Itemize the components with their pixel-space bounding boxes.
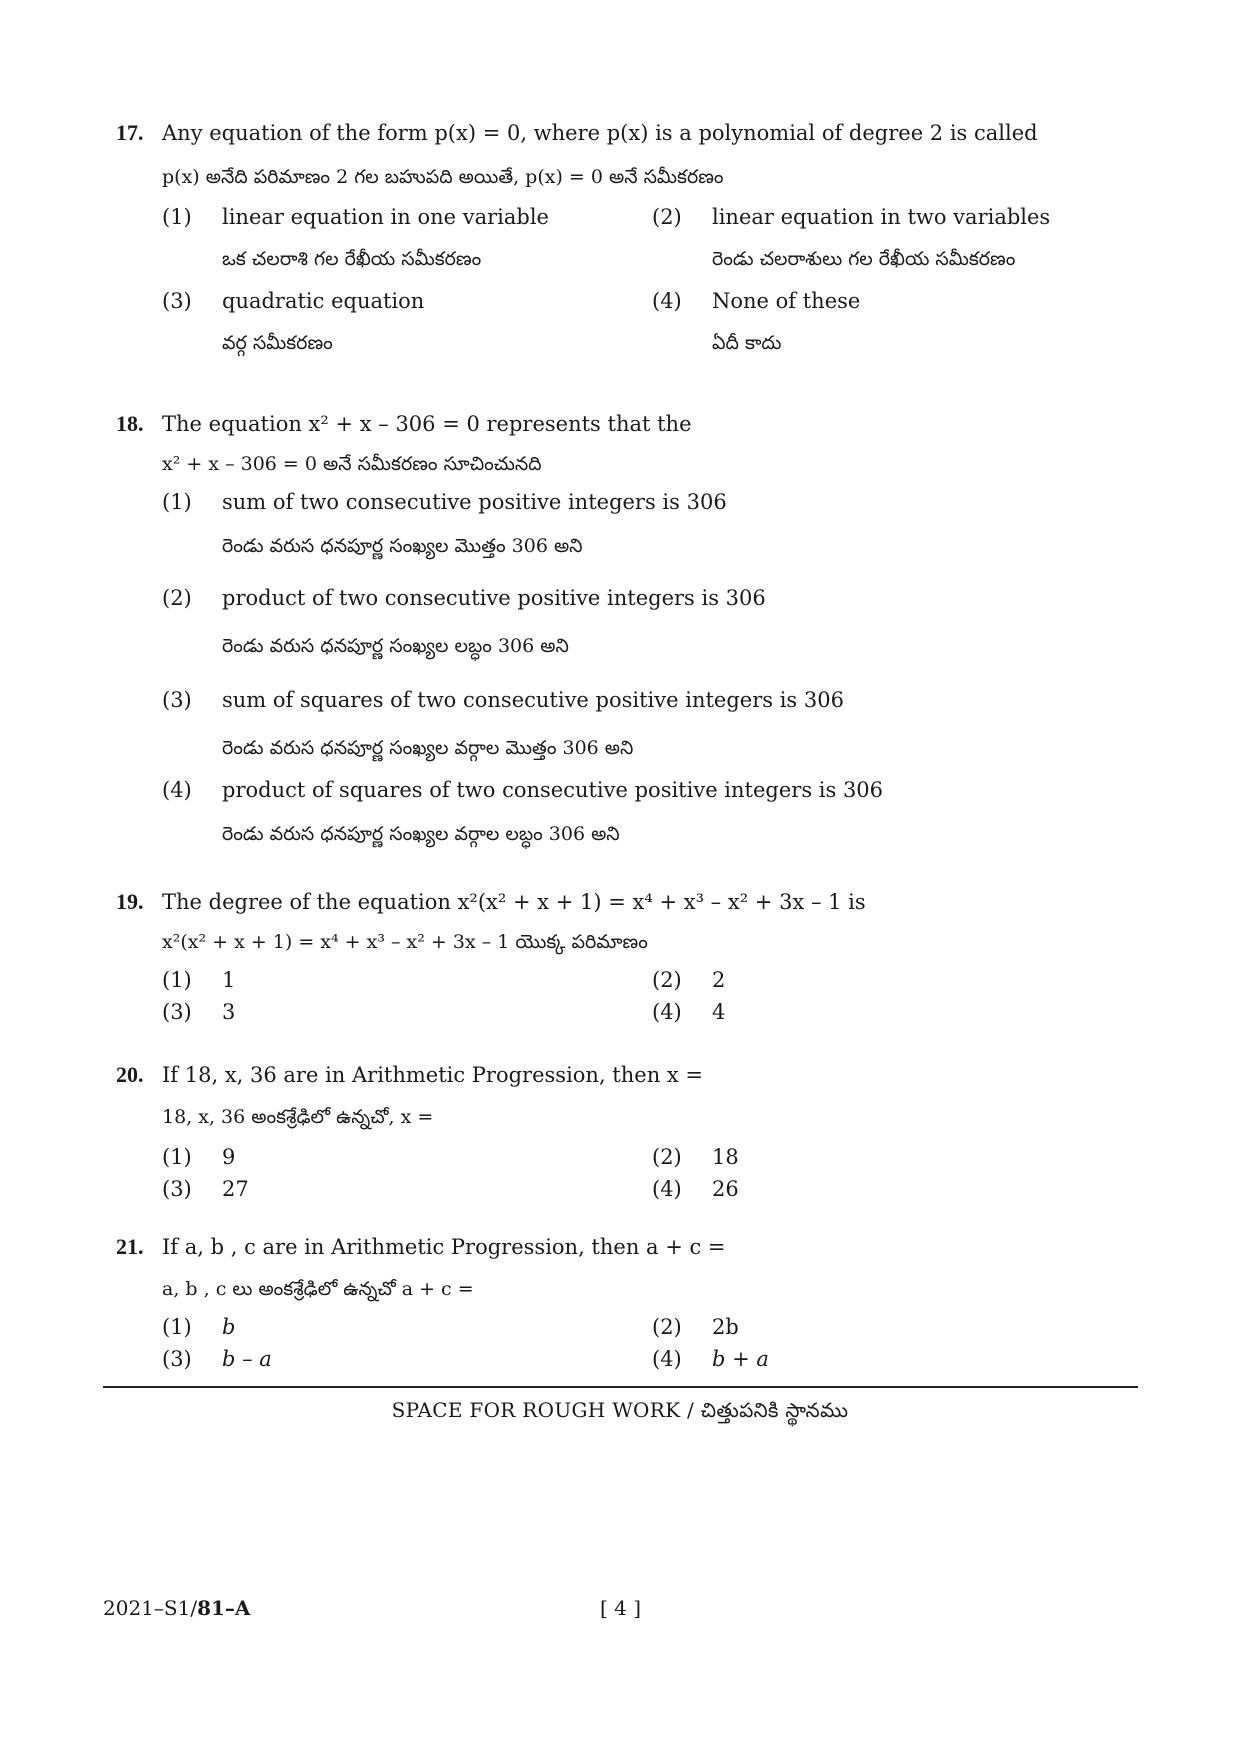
question-text-en: Any equation of the form p(x) = 0, where p(x) is a polynomial of degree 2 is called: [162, 121, 1038, 145]
option-3: [162, 685, 1126, 775]
option-text-en: b + a: [712, 1347, 769, 1371]
question-text-te: x² + x – 306 = 0 అనే సమీకరణం సూచించునది: [162, 453, 542, 475]
rough-work-label: SPACE FOR ROUGH WORK / చిత్తుపనికి స్థానము: [391, 1398, 849, 1422]
question-text-en: If 18, x, 36 are in Arithmetic Progression, then x =: [162, 1063, 704, 1087]
option-text-en: 27: [222, 1177, 249, 1201]
option-text-en: 26: [712, 1177, 739, 1201]
option-number: (2): [652, 968, 682, 992]
option-number: (2): [162, 586, 192, 610]
option-text-te: ఏదీ కాదు: [712, 332, 782, 354]
option-text-te: ఒక చలరాశి గల రేఖీయ సమీకరణం: [222, 248, 482, 270]
question-21: [116, 1232, 1126, 1376]
option-text-te: రెండు వరుస ధనపూర్ణ సంఖ్యల వర్గాల మొత్తం 306 అని: [222, 737, 634, 759]
question-text-te: a, b , c లు అంకశ్రేఢిలో ఉన్నచో a + c =: [162, 1278, 474, 1300]
option-number: (3): [162, 1177, 192, 1201]
question-text-te: 18, x, 36 అంకశ్రేఢిలో ఉన్నచో, x =: [162, 1106, 434, 1128]
option-text-en: product of squares of two consecutive positive integers is 306: [222, 778, 884, 802]
option-text-en: b: [222, 1315, 236, 1339]
option-text-en: linear equation in one variable: [222, 205, 549, 229]
option-text-en: 2b: [712, 1315, 739, 1339]
option-number: (4): [162, 778, 192, 802]
option-2: [162, 583, 1126, 685]
question-number: 21.: [116, 1234, 144, 1259]
paper-code-prefix: 2021–S1/: [103, 1596, 198, 1620]
option-text-en: 9: [222, 1145, 236, 1169]
option-text-en: 3: [222, 1000, 236, 1024]
option-text-en: sum of two consecutive positive integers is 306: [222, 490, 727, 514]
option-text-en: 4: [712, 1000, 726, 1024]
question-text-en: The degree of the equation x²(x² + x + 1) = x⁴ + x³ – x² + 3x – 1 is: [162, 890, 866, 914]
option-text-en: 2: [712, 968, 726, 992]
option-number: (4): [652, 1000, 682, 1024]
question-number: 19.: [116, 889, 144, 914]
option-number: (2): [652, 1315, 682, 1339]
option-text-en: b – a: [222, 1347, 272, 1371]
paper-code: [103, 1596, 250, 1620]
option-number: (3): [162, 1000, 192, 1024]
option-text-te: వర్గ సమీకరణం: [222, 332, 333, 354]
option-1: [162, 487, 1126, 583]
option-text-en: 18: [712, 1145, 739, 1169]
option-text-en: linear equation in two variables: [712, 205, 1051, 229]
page-number: [ 4 ]: [600, 1596, 642, 1620]
option-number: (2): [652, 1145, 682, 1169]
option-text-te: రెండు వరుస ధనపూర్ణ సంఖ్యల వర్గాల లబ్ధం 306 అని: [222, 823, 620, 845]
options-grid: [162, 965, 1126, 1029]
option-number: (1): [162, 968, 192, 992]
option-text-en: sum of squares of two consecutive positive integers is 306: [222, 688, 844, 712]
option-number: (4): [652, 289, 682, 313]
option-number: (4): [652, 1177, 682, 1201]
option-number: (4): [652, 1347, 682, 1371]
question-text-en: The equation x² + x – 306 = 0 represents that the: [162, 412, 692, 436]
options-grid: [162, 202, 1126, 362]
paper-code-suffix: 81–A: [197, 1596, 251, 1620]
question-19: [116, 887, 1126, 1029]
option-number: (3): [162, 688, 192, 712]
options-list: [162, 487, 1126, 865]
question-17: [116, 118, 1126, 362]
question-number: 17.: [116, 120, 144, 145]
question-18: [116, 409, 1126, 865]
question-text-en: If a, b , c are in Arithmetic Progression, then a + c =: [162, 1235, 726, 1259]
question-text-te: p(x) అనేది పరిమాణం 2 గల బహుపది అయితే, p(x) = 0 అనే సమీకరణం: [162, 166, 724, 188]
question-20: [116, 1060, 1126, 1206]
option-text-en: quadratic equation: [222, 289, 425, 313]
option-text-te: రెండు వరుస ధనపూర్ణ సంఖ్యల మొత్తం 306 అని: [222, 535, 583, 557]
option-text-te: రెండు వరుస ధనపూర్ణ సంఖ్యల లబ్ధం 306 అని: [222, 635, 569, 657]
option-number: (1): [162, 1145, 192, 1169]
divider-line: [103, 1386, 1138, 1388]
option-number: (3): [162, 1347, 192, 1371]
option-number: (1): [162, 205, 192, 229]
option-number: (3): [162, 289, 192, 313]
option-text-te: రెండు చలరాశులు గల రేఖీయ సమీకరణం: [712, 248, 1016, 270]
option-text-en: 1: [222, 968, 236, 992]
options-grid: [162, 1142, 1126, 1206]
options-grid: [162, 1312, 1126, 1376]
option-number: (1): [162, 490, 192, 514]
option-4: [162, 775, 1126, 865]
option-number: (2): [652, 205, 682, 229]
question-text-te: x²(x² + x + 1) = x⁴ + x³ – x² + 3x – 1 యొక్క పరిమాణం: [162, 931, 648, 953]
option-text-en: None of these: [712, 289, 861, 313]
question-number: 18.: [116, 411, 144, 436]
option-text-en: product of two consecutive positive integers is 306: [222, 586, 766, 610]
question-number: 20.: [116, 1062, 144, 1087]
option-number: (1): [162, 1315, 192, 1339]
